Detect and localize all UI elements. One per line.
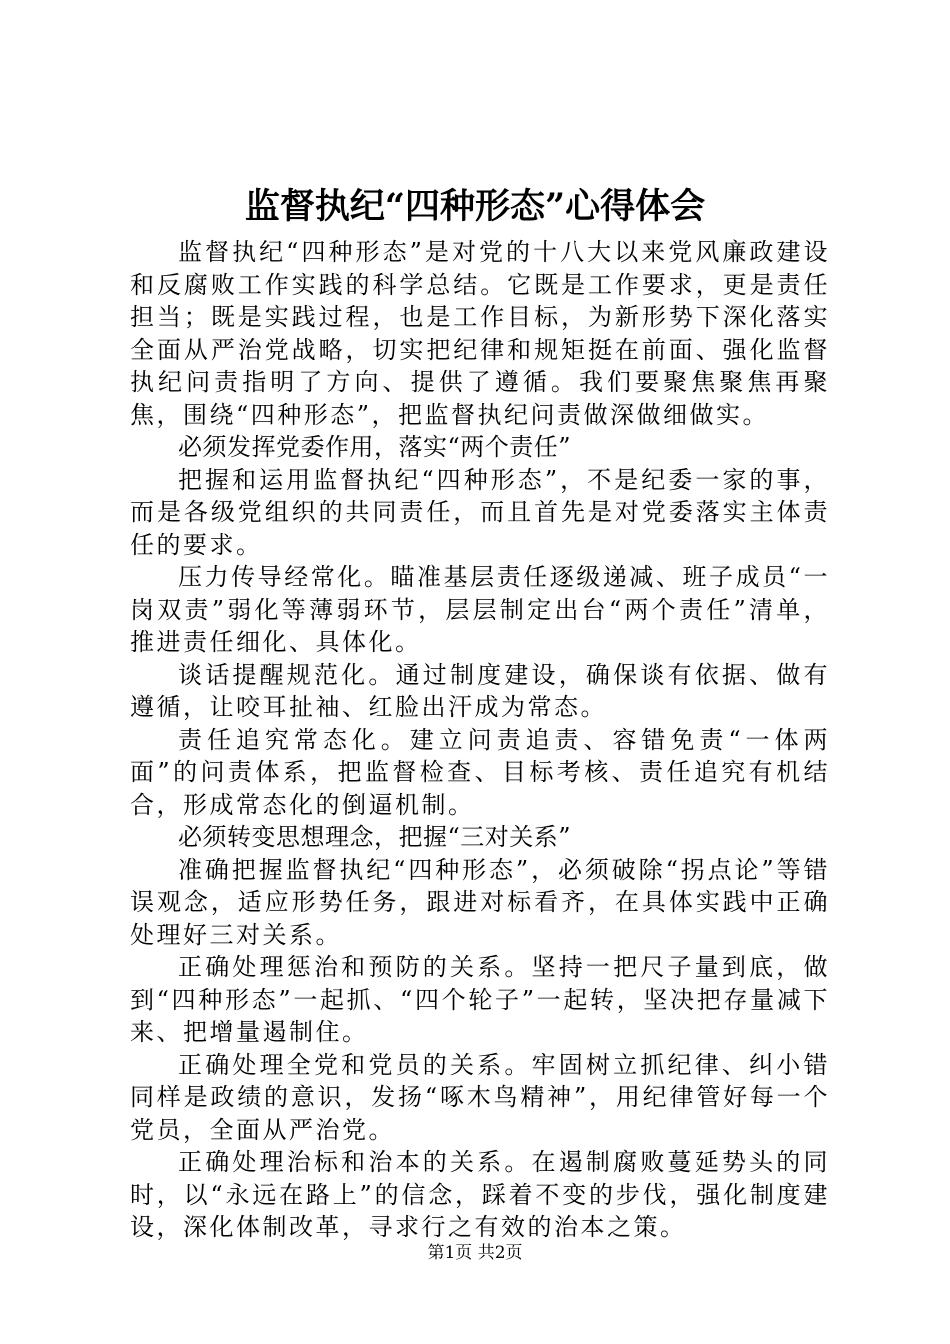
paragraph-talk-reminder: 谈话提醒规范化。通过制度建设，确保谈有依据、做有遵循，让咬耳扯袖、红脸出汗成为常态。 [130,660,830,721]
page-number-footer: 第1页 共2页 [427,1243,523,1263]
paragraph-pressure: 压力传导经常化。瞄准基层责任逐级递减、班子成员“一岗双责”弱化等薄弱环节，层层制定出台“两个责任”清单，推进责任细化、具体化。 [130,563,830,656]
paragraph-accountability: 责任追究常态化。建立问责追责、容错免责“一体两面”的问责体系，把监督检查、目标考核、责任追究有机结合，形成常态化的倒逼机制。 [130,725,830,819]
paragraph-party-member: 正确处理全党和党员的关系。牢固树立抓纪律、纠小错同样是政绩的意识，发扬“啄木鸟精神”，用纪律管好每一个党员，全面从严治党。 [130,1050,830,1144]
document-body [130,236,830,1244]
paragraph-intro: 监督执纪“四种形态”是对党的十八大以来党风廉政建设和反腐败工作实践的科学总结。它既是工作要求，更是责任担当；既是实践过程，也是工作目标，为新形势下深化落实全面从严治党战略，切实把纪律和规矩挺在前面、强化监督执纪问责指明了方向、提供了遵循。我们要聚焦聚焦再聚焦，围绕“四种形态”，把监督执纪问责做深做细做实。 [130,238,830,429]
section-heading-party-committee: 必须发挥党委作用，落实“两个责任” [178,433,572,461]
paragraph-responsibility: 把握和运用监督执纪“四种形态”，不是纪委一家的事，而是各级党组织的共同责任，而且首先是对党委落实主体责任的要求。 [130,465,830,559]
paragraph-symptom-root: 正确处理治标和治本的关系。在遏制腐败蔓延势头的同时，以“永远在路上”的信念，踩着不变的步伐，强化制度建设，深化体制改革，寻求行之有效的治本之策。 [130,1148,830,1241]
paragraph-grasp: 准确把握监督执纪“四种形态”，必须破除“拐点论”等错误观念，适应形势任务，跟进对标看齐，在具体实践中正确处理好三对关系。 [130,855,830,949]
paragraph-punish-prevent: 正确处理惩治和预防的关系。坚持一把尺子量到底，做到“四种形态”一起抓、“四个轮子”一起转，坚决把存量减下来、把增量遏制住。 [130,953,830,1046]
document-title: 监督执纪“四种形态”心得体会 [244,186,706,227]
section-heading-three-relations: 必须转变思想理念，把握“三对关系” [178,823,572,851]
